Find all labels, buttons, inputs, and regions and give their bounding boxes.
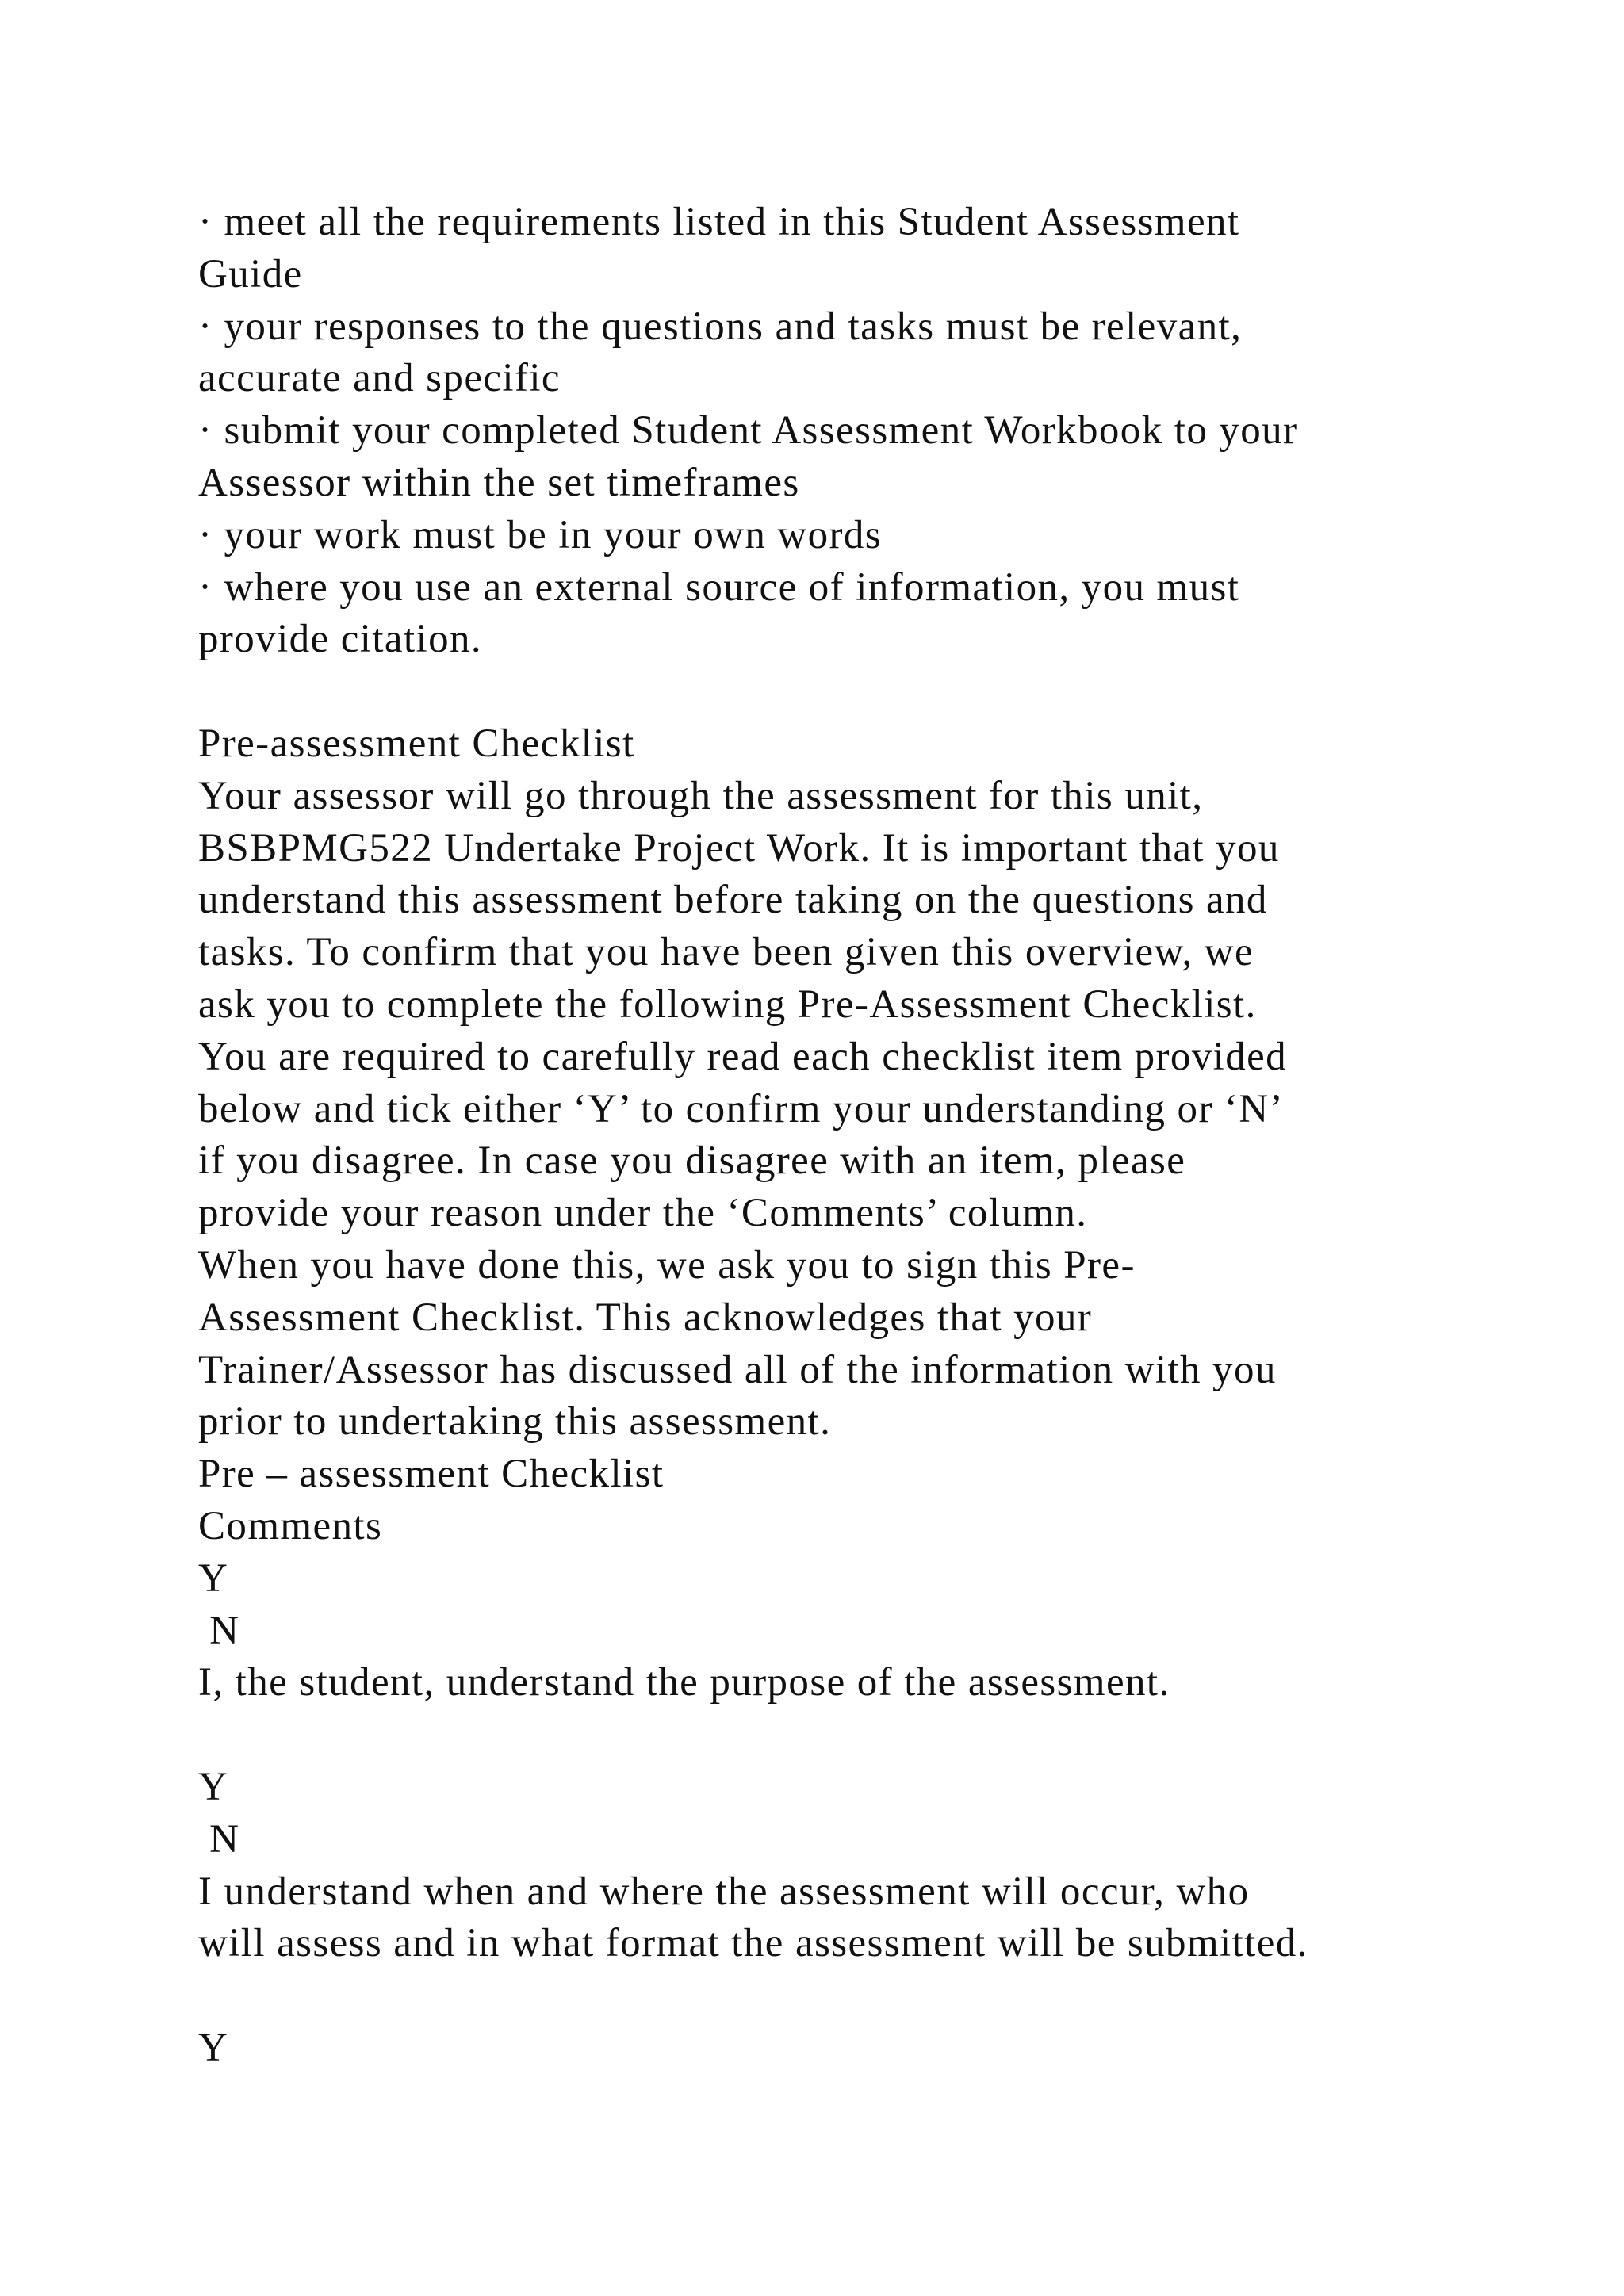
checklist-y-label: Y	[198, 1556, 229, 1601]
checklist-title: Pre – assessment Checklist	[198, 1452, 665, 1497]
blank-line	[198, 1970, 1483, 2022]
checklist-item: will assess and in what format the assessment will be submitted.	[198, 1921, 1308, 1966]
checklist-n-label: N	[198, 1816, 240, 1862]
text-line: prior to undertaking this assessment.	[198, 1399, 832, 1445]
text-line: if you disagree. In case you disagree with an item, please	[198, 1138, 1186, 1184]
text-line: Assessment Checklist. This acknowledges that your	[198, 1295, 1093, 1340]
document-body	[198, 197, 1483, 2075]
comments-header: Comments	[198, 1503, 383, 1548]
text-line: You are required to carefully read each checklist item provided	[198, 1034, 1288, 1079]
text-line: · meet all the requirements listed in this Student Assessment	[198, 200, 1240, 244]
checklist-item: I, the student, understand the purpose of the assessment.	[198, 1660, 1170, 1705]
text-line: tasks. To confirm that you have been given this overview, we	[198, 930, 1254, 975]
text-line: Trainer/Assessor has discussed all of the information with you	[198, 1347, 1277, 1392]
text-line: BSBPMG522 Undertake Project Work. It is important that you	[198, 825, 1280, 871]
text-line: · where you use an external source of information, you must	[198, 564, 1240, 610]
text-line: · submit your completed Student Assessment Workbook to your	[198, 408, 1298, 453]
text-line: · your responses to the questions and tasks must be relevant,	[198, 304, 1243, 349]
text-line: · your work must be in your own words	[198, 512, 883, 557]
checklist-y-label: Y	[198, 2025, 229, 2070]
text-line: below and tick either ‘Y’ to confirm your understanding or ‘N’	[198, 1086, 1284, 1131]
text-line: Assessor within the set timeframes	[198, 460, 800, 505]
section-heading: Pre-assessment Checklist	[198, 721, 635, 766]
text-line: provide citation.	[198, 617, 483, 662]
blank-line	[198, 666, 1483, 718]
text-line: When you have done this, we ask you to sign this Pre-	[198, 1242, 1136, 1288]
text-line: accurate and specific	[198, 356, 561, 401]
checklist-n-label: N	[198, 1608, 240, 1653]
checklist-y-label: Y	[198, 1764, 229, 1809]
text-line: understand this assessment before taking on the questions and	[198, 878, 1268, 923]
text-line: provide your reason under the ‘Comments’ column.	[198, 1191, 1088, 1236]
blank-line	[198, 1709, 1483, 1762]
checklist-item: I understand when and where the assessment will occur, who	[198, 1869, 1250, 1914]
text-line: Your assessor will go through the assessment for this unit,	[198, 773, 1204, 818]
text-line: ask you to complete the following Pre-Assessment Checklist.	[198, 982, 1257, 1027]
text-line: Guide	[198, 251, 303, 297]
